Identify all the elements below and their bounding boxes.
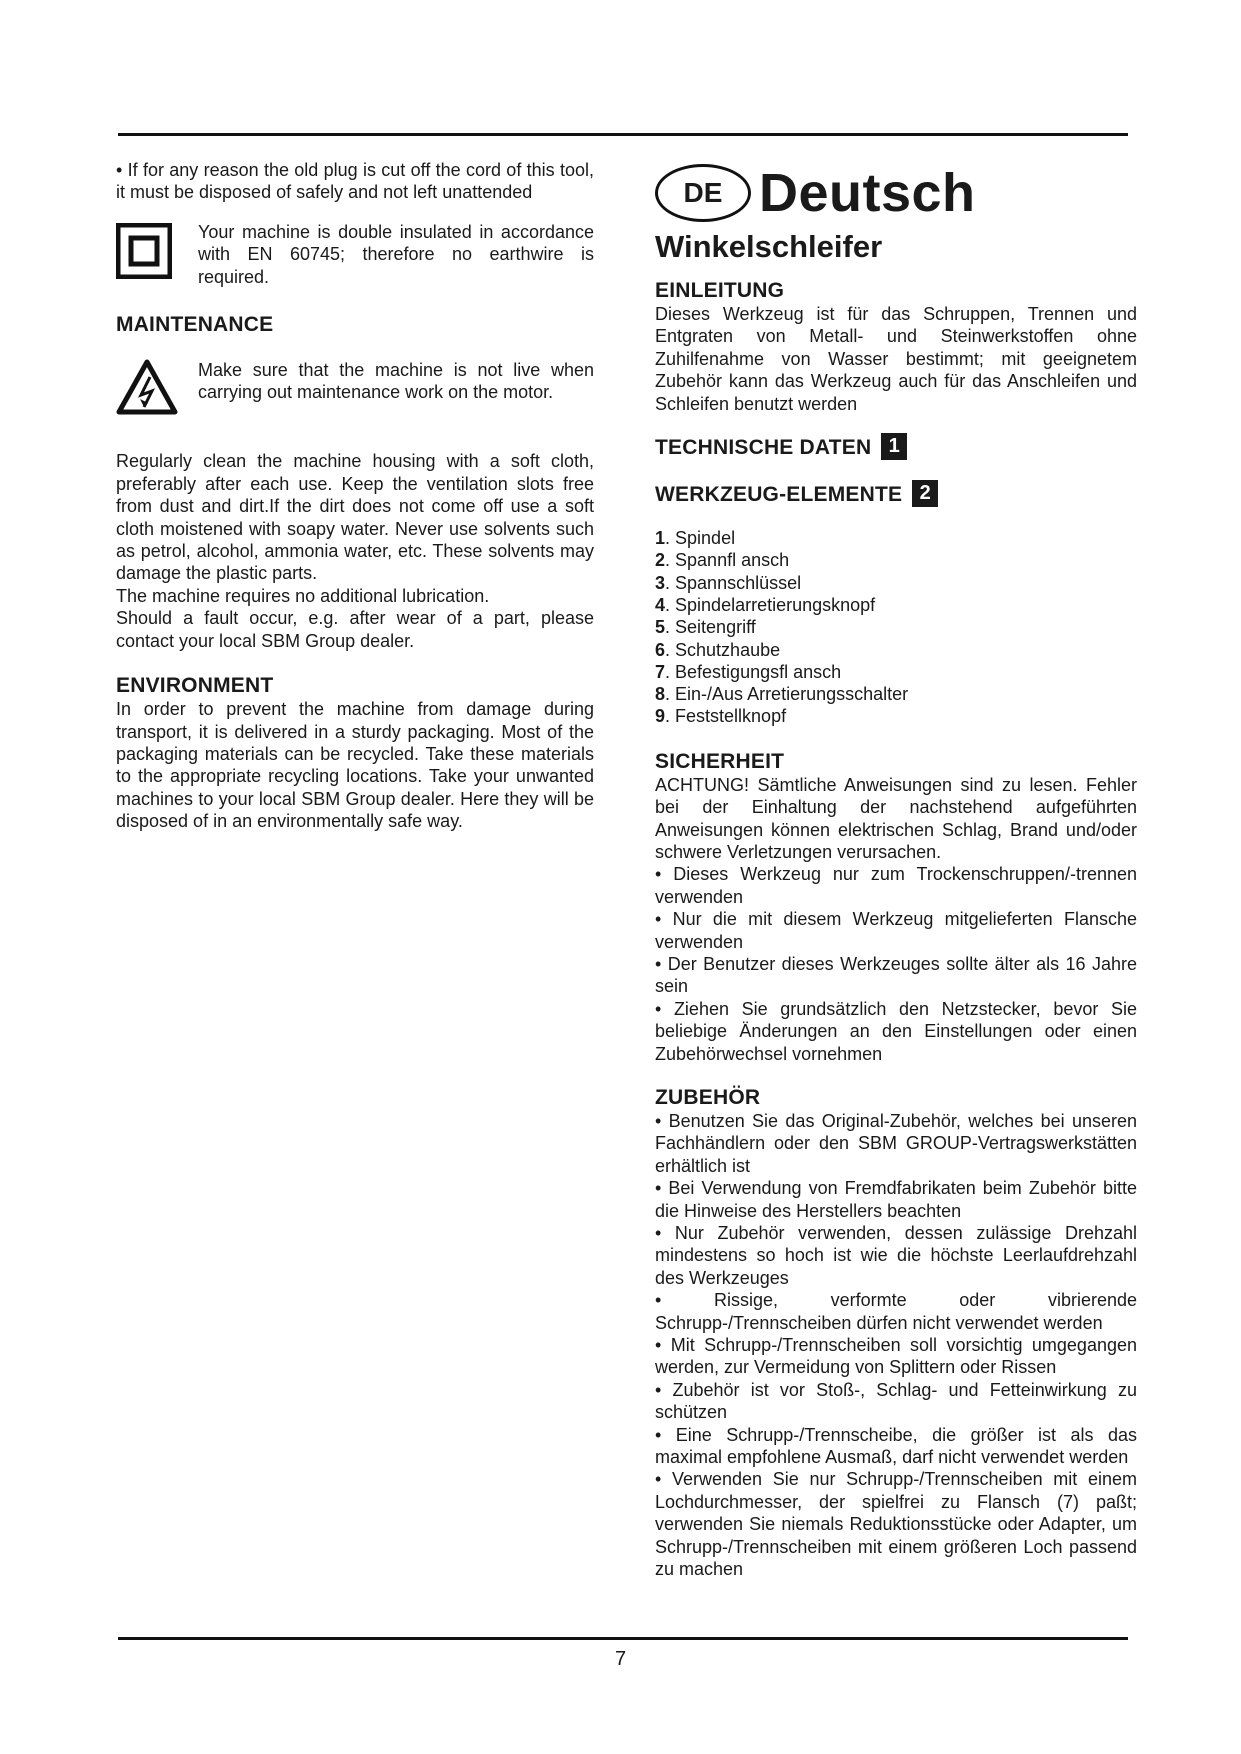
technische-daten-label: TECHNISCHE DATEN [655, 436, 872, 460]
electric-hazard-icon [116, 359, 178, 415]
list-item: 2. Spannfl ansch [655, 550, 790, 571]
figure-ref-box: 1 [881, 433, 907, 460]
bullet-item: • Bei Verwendung von Fremdfabrikaten beim Zubehör bitte die Hinweise des Herstellers beachten [655, 1178, 1137, 1221]
bullet-item: • Verwenden Sie nur Schrupp-/Trennscheiben mit einem Lochdurchmesser, der spielfrei zu Flansch (7) paßt; verwenden Sie niemals Reduktionsstücke oder Adapter, um Schrupp-/Trennscheiben mit einem größeren Loch passend zu machen [655, 1469, 1137, 1580]
page-number: 7 [614, 1648, 627, 1670]
item-label: Ein-/Aus Arretierungsschalter [675, 684, 909, 705]
item-label: Spannschlüssel [675, 572, 802, 593]
item-number: 6 [655, 639, 666, 660]
plug-note: • If for any reason the old plug is cut off the cord of this tool, it must be disposed of safely and not left unattended [116, 160, 594, 203]
list-item: 7. Befestigungsfl ansch [655, 661, 842, 682]
bullet-item: • Benutzen Sie das Original-Zubehör, welches bei unseren Fachhändlern oder den SBM GROUP-Vertragswerkstätten erhältlich ist [655, 1110, 1137, 1176]
top-rule [118, 133, 1128, 136]
item-number: 4 [655, 594, 666, 615]
maintenance-heading: MAINTENANCE [116, 313, 274, 337]
parts-list [655, 527, 1137, 728]
maintenance-warning: Make sure that the machine is not live when carrying out maintenance work on the motor. [198, 360, 594, 403]
technische-daten-heading [655, 435, 1137, 462]
list-item: 9. Feststellknopf [655, 706, 787, 727]
lubrication-note: The machine requires no additional lubrication. [116, 585, 490, 606]
bullet-item: • Nur Zubehör verwenden, dessen zulässige Drehzahl mindestens so hoch ist wie die höchste Leerlaufdrehzahl des Werkzeuges [655, 1223, 1137, 1288]
item-label: Schutzhaube [675, 639, 781, 660]
bullet-item: • Rissige, verformte oder vibrierende Schrupp-/Trennscheiben dürfen nicht verwendet werden [655, 1290, 1137, 1333]
language-badge: DE [655, 164, 751, 222]
maintenance-warning-block [116, 359, 594, 420]
item-label: Spindel [675, 528, 736, 549]
bottom-rule [118, 1637, 1128, 1640]
bullet-item: • Der Benutzer dieses Werkzeuges sollte älter als 16 Jahre sein [655, 953, 1137, 997]
language-title: Deutsch [759, 163, 976, 223]
left-column [116, 159, 594, 833]
item-number: 7 [655, 661, 666, 682]
item-number: 5 [655, 617, 666, 638]
list-item: 1. Spindel [655, 528, 736, 549]
sicherheit-bullets [655, 863, 1137, 1065]
item-label: Befestigungsfl ansch [675, 661, 842, 682]
list-item: 8. Ein-/Aus Arretierungsschalter [655, 684, 909, 705]
item-number: 8 [655, 684, 666, 705]
werkzeug-elemente-heading [655, 482, 1137, 509]
bullet-item: • Nur die mit diesem Werkzeug mitgelieferten Flansche verwenden [655, 909, 1137, 952]
language-header [655, 159, 1137, 227]
sicherheit-heading: SICHERHEIT [655, 749, 785, 773]
insulation-note: Your machine is double insulated in accordance with EN 60745; therefore no earthwire is required. [198, 221, 594, 287]
maintenance-body: Regularly clean the machine housing with a soft cloth, preferably after each use. Keep the ventilation slots free from dust and dirt.If the dirt does not come off use a soft cloth moistened with soapy water. Never use solvents such as petrol, alcohol, ammonia water, etc. These solvents may damage the plastic parts. [116, 451, 594, 584]
bullet-item: • Ziehen Sie grundsätzlich den Netzstecker, bevor Sie beliebige Änderungen an den Einstellungen oder einen Zubehörwechsel vornehmen [655, 998, 1137, 1064]
product-title: Winkelschleifer [655, 229, 883, 264]
einleitung-heading: EINLEITUNG [655, 279, 785, 302]
item-label: Seitengriff [675, 617, 756, 638]
item-number: 9 [655, 706, 666, 727]
environment-body: In order to prevent the machine from damage during transport, it is delivered in a sturdy packaging. Most of the packaging materials can be recycled. Take these materials to the appropriate recycling locations. Take your unwanted machines to your local SBM Group dealer. Here they will be disposed of in an environmentally safe way. [116, 699, 594, 832]
bullet-item: • Eine Schrupp-/Trennscheibe, die größer ist als das maximal empfohlene Ausmaß, darf nicht verwendet werden [655, 1424, 1137, 1468]
item-number: 2 [655, 550, 666, 571]
zubehoer-bullets [655, 1110, 1137, 1581]
environment-heading: ENVIRONMENT [116, 674, 274, 698]
einleitung-body: Dieses Werkzeug ist für das Schruppen, Trennen und Entgraten von Metall- und Steinwerkstoffen ohne Zuhilfenahme von Wasser bestimmt; mit geeignetem Zubehör kann das Werkzeug auch für das Anschleifen und Schleifen benutzt werden [655, 304, 1137, 414]
bullet-item: • Zubehör ist vor Stoß-, Schlag- und Fetteinwirkung zu schützen [655, 1379, 1137, 1423]
item-number: 3 [655, 572, 666, 593]
bullet-item: • Mit Schrupp-/Trennscheiben soll vorsichtig umgegangen werden, zur Vermeidung von Splittern oder Rissen [655, 1335, 1137, 1378]
insulation-block [116, 221, 594, 288]
werkzeug-elemente-label: WERKZEUG-ELEMENTE [655, 483, 903, 507]
fault-note: Should a fault occur, e.g. after wear of a part, please contact your local SBM Group dealer. [116, 608, 594, 651]
item-label: Spindelarretierungsknopf [675, 594, 876, 615]
figure-ref-box: 2 [912, 480, 938, 507]
zubehoer-heading: ZUBEHÖR [655, 1085, 761, 1109]
item-label: Feststellknopf [675, 706, 787, 727]
bullet-item: • Dieses Werkzeug nur zum Trockenschruppen/-trennen verwenden [655, 864, 1137, 907]
list-item: 5. Seitengriff [655, 617, 756, 638]
right-column [655, 159, 1137, 1581]
list-item: 3. Spannschlüssel [655, 572, 802, 593]
sicherheit-intro: ACHTUNG! Sämtliche Anweisungen sind zu lesen. Fehler bei der Einhaltung der nachstehend aufgeführten Anweisungen können elektrischen Schlag, Brand und/oder schwere Verletzungen verursachen. [655, 774, 1137, 862]
item-label: Spannfl ansch [675, 550, 790, 571]
list-item: 4. Spindelarretierungsknopf [655, 594, 876, 615]
item-number: 1 [655, 528, 666, 549]
double-insulation-icon [116, 223, 172, 279]
list-item: 6. Schutzhaube [655, 639, 781, 660]
